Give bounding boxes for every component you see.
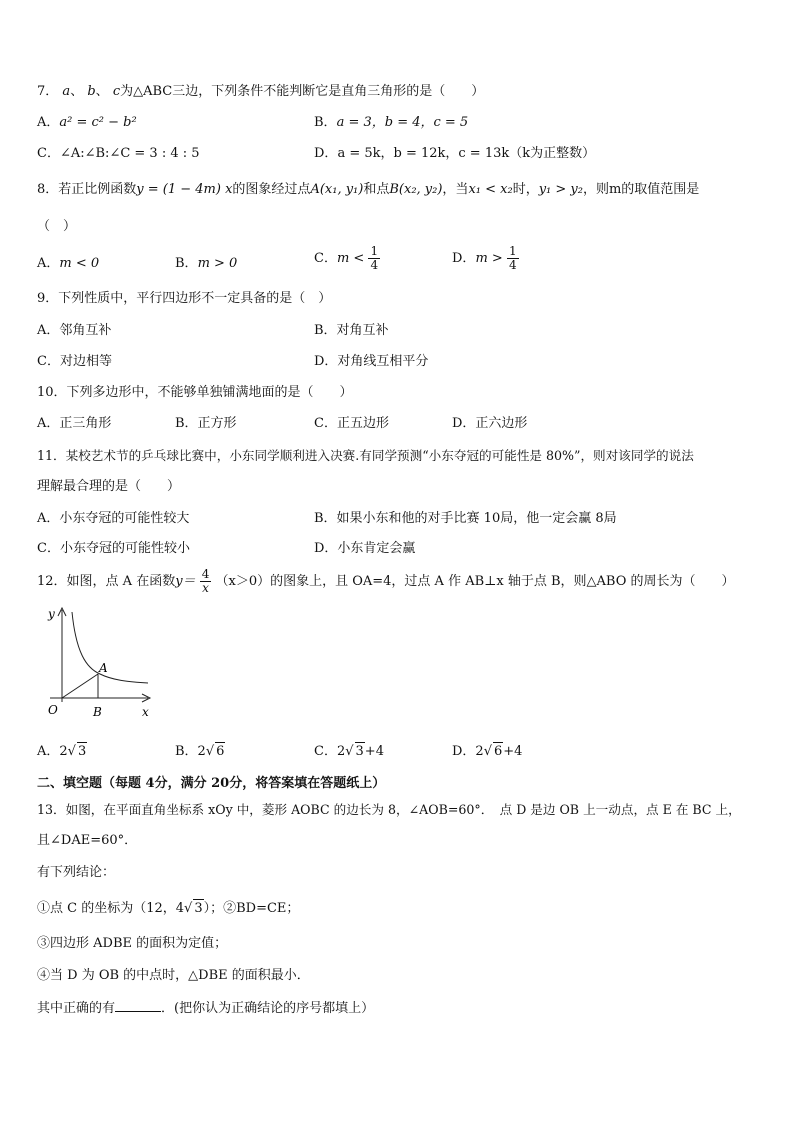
q8-option-c: C．m < $\frac{1}{4}$	[314, 244, 379, 272]
q8-stem-cont: （ ）	[37, 219, 77, 234]
q11-option-b: B．如果小东和他的对手比赛 10局，他一定会赢 8局	[314, 511, 617, 526]
q12-option-b: B．2√ 6	[175, 744, 225, 759]
fraction-one-quarter: $\frac{1}{4}$	[508, 244, 517, 272]
label-y: y	[48, 607, 55, 621]
q12-option-a: A．2√ 3	[37, 744, 87, 759]
q9-option-b: B．对角互补	[314, 323, 389, 338]
q10-stem: 10．下列多边形中，不能够单独铺满地面的是（ ）	[37, 385, 353, 400]
sqrt: √ 3	[67, 744, 87, 759]
q13-stem: 13．如图，在平面直角坐标系 xOy 中，菱形 AOBC 的边长为 8，∠AOB=60°． 点 D 是边 OB 上一动点，点 E 在 BC 上，	[37, 802, 741, 817]
label-b: B	[93, 705, 102, 719]
q9-option-d: D．对角线互相平分	[314, 354, 429, 369]
q11-option-d: D．小东肯定会赢	[314, 541, 416, 556]
sqrt: √ 6	[483, 744, 503, 759]
label-x: x	[142, 705, 149, 719]
q13-conclusion-3: ③四边形 ADBE 的面积为定值；	[37, 936, 228, 951]
q8-option-a: A．m < 0	[37, 256, 100, 271]
q8-stem: 8．若正比例函数y = (1 − 4m) x的图象经过点A(x₁, y₁)和点B(x₂, y₂)，当x₁ < x₂时，y₁ > y₂，则m的取值范围是	[37, 182, 700, 197]
q11-stem-cont: 理解最合理的是（ ）	[37, 479, 181, 494]
sqrt: √ 3	[184, 901, 203, 916]
q12-option-d: D．2√ 6+4	[452, 744, 523, 759]
q13-conclusion-4: ④当 D 为 OB 的中点时，△DBE 的面积最小．	[37, 968, 310, 983]
answer-blank[interactable]	[115, 999, 161, 1012]
sqrt: √ 3	[345, 744, 364, 759]
q9-stem: 9．下列性质中，平行四边形不一定具备的是（ ）	[37, 291, 332, 306]
q10-option-b: B．正方形	[175, 416, 237, 431]
q8-option-d: D．m > $\frac{1}{4}$	[452, 244, 517, 272]
q12-stem: 12．如图，点 A 在函数y＝ $\frac{4}{x}$ （x＞0）的图象上，且 OA=4，过点 A 作 AB⊥x 轴于点 B，则△ABO 的周长为（ ）	[37, 567, 735, 595]
label-a: A	[99, 661, 108, 675]
q10-option-a: A．正三角形	[37, 416, 112, 431]
fraction-four-over-x: $\frac{4}{x}$	[201, 567, 210, 595]
q13-conclusion-1-2: ①点 C 的坐标为（12，4√ 3）；②BD=CE；	[37, 901, 300, 916]
q9-option-a: A．邻角互补	[37, 323, 112, 338]
hyperbola-curve	[72, 612, 148, 683]
q11-option-c: C．小东夺冠的可能性较小	[37, 541, 190, 556]
q7-option-a: A．a² = c² − b²	[37, 115, 137, 130]
q8-option-b: B．m > 0	[175, 256, 238, 271]
q12-option-c: C．2√ 3+4	[314, 744, 384, 759]
q12-figure	[38, 602, 158, 722]
q11-option-a: A．小东夺冠的可能性较大	[37, 511, 190, 526]
q13-answer-line: 其中正确的有 ．(把你认为正确结论的序号都填上）	[37, 1001, 375, 1016]
q13-intro: 有下列结论：	[37, 865, 116, 880]
section-title-fill-in: 二、填空题（每题 4分，满分 20分，将答案填在答题纸上）	[37, 776, 386, 791]
q10-option-d: D．正六边形	[452, 416, 528, 431]
label-o: O	[48, 703, 58, 717]
q9-option-c: C．对边相等	[37, 354, 112, 369]
q7-option-b: B．a = 3，b = 4，c = 5	[314, 115, 469, 130]
q13-stem-cont: 且∠DAE=60°．	[37, 833, 138, 848]
q11-stem: 11．某校艺术节的乒乓球比赛中，小东同学顺利进入决赛.有同学预测“小东夺冠的可能性是 80%”，则对该同学的说法	[37, 448, 694, 463]
q10-option-c: C．正五边形	[314, 416, 389, 431]
fraction-one-quarter: $\frac{1}{4}$	[370, 244, 379, 272]
segment-oa	[62, 674, 98, 698]
q7-option-d: D．a = 5k，b = 12k，c = 13k（k为正整数）	[314, 146, 596, 161]
q7-stem: 7． a、 b、 c为△ABC三边，下列条件不能判断它是直角三角形的是（ ）	[37, 84, 485, 99]
q7-option-c: C．∠A:∠B:∠C = 3 : 4 : 5	[37, 146, 200, 161]
sqrt: √ 6	[205, 744, 225, 759]
